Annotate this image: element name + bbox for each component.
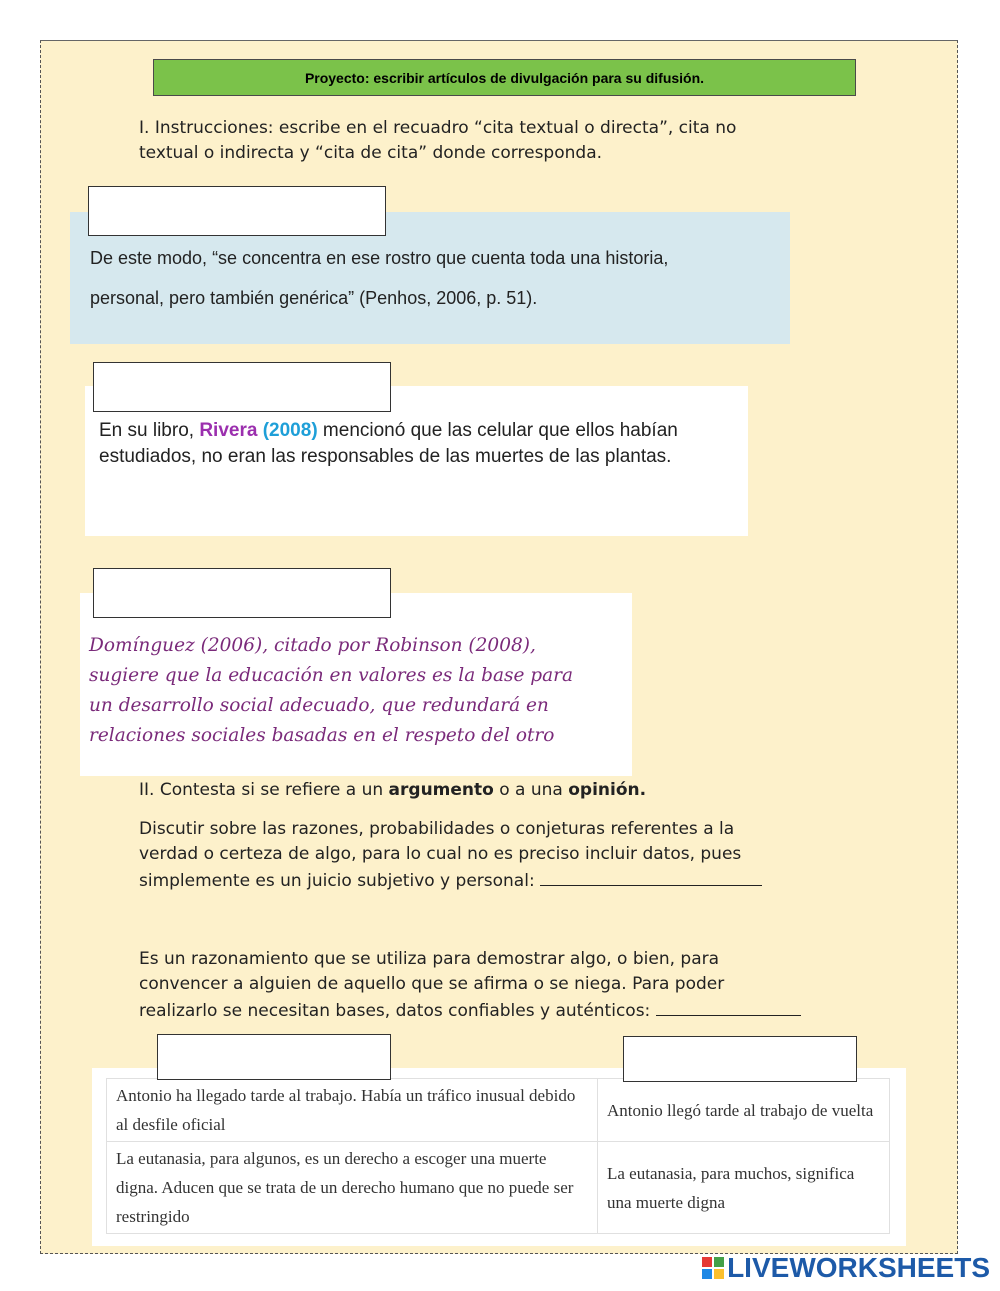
section2-heading [139, 778, 879, 803]
logo-square-i [714, 1257, 724, 1267]
table-row [107, 1142, 890, 1234]
section2-argumento: argumento [388, 780, 494, 800]
answer-blank-1[interactable] [540, 867, 762, 886]
p2-line-2: convencer a alguien de aquello que se afirma o se niega. Para poder [139, 974, 725, 994]
p1-line-3 [139, 867, 879, 894]
logo-square-l [702, 1257, 712, 1267]
quote3-line-4: relaciones sociales basadas en el respeto del otro [89, 725, 555, 746]
p2-line-1: Es un razonamiento que se utiliza para demostrar algo, o bien, para [139, 949, 720, 969]
quote3-text [89, 631, 629, 751]
answer-box-quote-1[interactable] [88, 186, 386, 236]
quote2-prefix: En su libro, [99, 420, 200, 441]
quote3-line-2: sugiere que la educación en valores es la base para [89, 665, 574, 686]
liveworksheets-logo [702, 1252, 990, 1284]
section2-paragraph-2 [139, 947, 879, 1024]
table-cell: Antonio llegó tarde al trabajo de vuelta [598, 1079, 890, 1142]
logo-square-v [702, 1269, 712, 1279]
quote3-line-1: Domínguez (2006), citado por Robinson (2008), [89, 635, 536, 656]
p1-line-3-text: simplemente es un juicio subjetivo y personal: [139, 871, 535, 891]
answer-box-quote-3[interactable] [93, 568, 391, 618]
quote1-line-1: De este modo, “se concentra en ese rostro que cuenta toda una historia, [90, 248, 669, 268]
quote-of-quote-card [80, 593, 632, 776]
quote2-year: (2008) [262, 420, 318, 441]
project-title: Proyecto: escribir artículos de divulgación para su difusión. [153, 59, 856, 96]
comparison-table-card [92, 1068, 906, 1246]
table-cell: La eutanasia, para muchos, significa una muerte digna [598, 1142, 890, 1234]
p2-line-3-text: realizarlo se necesitan bases, datos confiables y auténticos: [139, 1001, 651, 1021]
table-row [107, 1079, 890, 1142]
answer-blank-2[interactable] [656, 997, 801, 1016]
section2-paragraph-1 [139, 817, 879, 894]
quote2-rest: mencionó que las celular que ellos habían estudiados, no eran las responsables de las muertes de las plantas. [99, 420, 678, 467]
answer-box-quote-2[interactable] [93, 362, 391, 412]
logo-grid-icon [702, 1257, 724, 1279]
table-cell: Antonio ha llegado tarde al trabajo. Había un tráfico inusual debido al desfile oficial [107, 1079, 598, 1142]
section2-opinion: opinión. [568, 780, 647, 800]
section2-prefix: II. Contesta si se refiere a un [139, 780, 389, 800]
p2-line-3 [139, 997, 879, 1024]
comparison-table [106, 1078, 890, 1234]
answer-box-table-left[interactable] [157, 1034, 391, 1080]
logo-text: LIVEWORKSHEETS [727, 1252, 990, 1283]
quote3-line-3: un desarrollo social adecuado, que redundará en [89, 695, 549, 716]
logo-square-e [714, 1269, 724, 1279]
quote1-line-2: personal, pero también genérica” (Penhos, 2006, p. 51). [90, 288, 538, 308]
instructions-line-2: textual o indirecta y “cita de cita” donde corresponda. [139, 143, 603, 163]
quote2-text [99, 418, 739, 470]
table-cell: La eutanasia, para algunos, es un derecho a escoger una muerte digna. Aducen que se trata de un derecho humano que no puede ser restringido [107, 1142, 598, 1234]
section2-middle: o a una [493, 780, 569, 800]
answer-box-table-right[interactable] [623, 1036, 857, 1082]
section1-instructions [139, 116, 859, 166]
p1-line-1: Discutir sobre las razones, probabilidades o conjeturas referentes a la [139, 819, 735, 839]
quote2-author: Rivera [199, 420, 258, 441]
instructions-line-1: I. Instrucciones: escribe en el recuadro “cita textual o directa”, cita no [139, 118, 737, 138]
p1-line-2: verdad o certeza de algo, para lo cual no es preciso incluir datos, pues [139, 844, 742, 864]
